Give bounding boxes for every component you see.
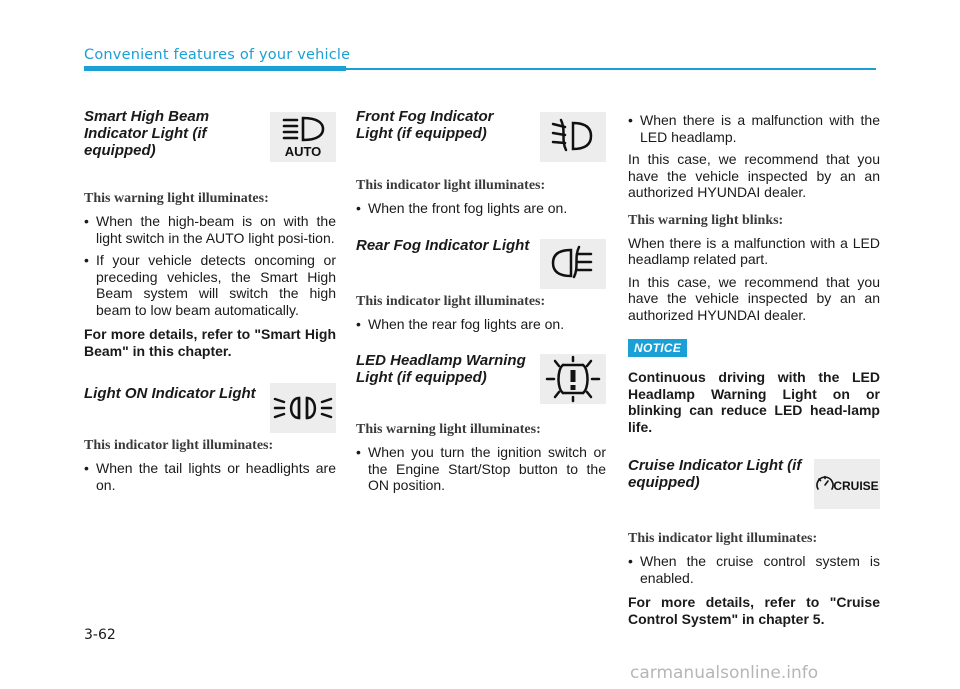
notice-badge: NOTICE [628, 339, 687, 357]
reference-note: For more details, refer to "Cruise Control System" in chapter 5. [628, 594, 880, 627]
subheading: This warning light illuminates: [356, 422, 541, 437]
list-item: • When the rear fog lights are on. [356, 316, 606, 333]
list-item: • When the cruise control system is enabled. [628, 553, 880, 586]
list-item: • When you turn the ignition switch or the Engine Start/Stop button to the ON position. [356, 444, 606, 494]
section-front-fog [356, 108, 606, 217]
bullet-list [356, 200, 606, 217]
section-rear-fog [356, 237, 606, 333]
column-1 [84, 108, 336, 499]
watermark-text: carmanualsonline.info [630, 663, 819, 683]
list-item: • When there is a malfunction with the LED headlamp. [628, 112, 880, 145]
cruise-label: CRUISE [833, 479, 879, 493]
rear-fog-light-icon [540, 239, 606, 289]
header-rule [346, 68, 876, 70]
bullet-list [356, 444, 606, 494]
list-item: • When the high-beam is on with the light switch in the AUTO light posi-tion. [84, 213, 336, 246]
bullet-list [84, 213, 336, 318]
list-item: • When the tail lights or headlights are on. [84, 460, 336, 493]
light-on-indicator-icon [270, 383, 336, 433]
column-3 [628, 108, 880, 627]
section-title: Rear Fog Indicator Light [356, 236, 530, 254]
reference-note: For more details, refer to "Smart High Beam" in this chapter. [84, 326, 336, 359]
section-title: Front Fog Indicator Light (if equipped) [356, 108, 494, 142]
column-2 [356, 108, 606, 500]
bullet-list [628, 553, 880, 586]
section-title: Smart High Beam Indicator Light (if equipped) [84, 108, 210, 159]
subheading: This indicator light illuminates: [356, 178, 546, 193]
list-item: • If your vehicle detects oncoming or preceding vehicles, the Smart High Beam system will switch the high beam to low beam automatically. [84, 252, 336, 318]
subheading: This warning light illuminates: [84, 191, 269, 206]
notice-container [628, 339, 880, 357]
section-smart-high-beam [84, 108, 336, 359]
section-cruise [628, 457, 880, 627]
section-light-on [84, 385, 336, 493]
cruise-indicator-icon [814, 459, 880, 509]
led-headlamp-warning-icon [540, 354, 606, 404]
section-title: LED Headlamp Warning Light (if equipped) [356, 352, 526, 386]
section-title: Cruise Indicator Light (if equipped) [628, 457, 802, 491]
subheading: This indicator light illuminates: [356, 293, 546, 309]
bullet-list [628, 112, 880, 145]
subheading: This indicator light illuminates: [84, 438, 274, 453]
subheading: This warning light blinks: [628, 212, 784, 228]
section-led-headlamp-warning [356, 352, 606, 494]
paragraph: When there is a malfunction with a LED headlamp related part. [628, 234, 880, 267]
bullet-list [84, 460, 336, 493]
front-fog-light-icon [540, 112, 606, 162]
page-number: 3-62 [84, 627, 116, 643]
section-title: Light ON Indicator Light [84, 385, 256, 402]
auto-label: AUTO [284, 144, 322, 159]
smart-high-beam-auto-icon [270, 112, 336, 162]
paragraph: In this case, we recommend that you have the vehicle inspected by an an authorized HYUNDAI dealer. [628, 273, 880, 323]
notice-text: Continuous driving with the LED Headlamp Warning Light on or blinking can reduce LED head-lamp life. [628, 369, 880, 435]
bullet-list [356, 316, 606, 333]
list-item: • When the front fog lights are on. [356, 200, 606, 217]
header-title: Convenient features of your vehicle [84, 47, 351, 63]
subheading: This indicator light illuminates: [628, 531, 818, 546]
paragraph: In this case, we recommend that you have the vehicle inspected by an an authorized HYUNDAI dealer. [628, 151, 880, 200]
header-bar [84, 66, 346, 71]
